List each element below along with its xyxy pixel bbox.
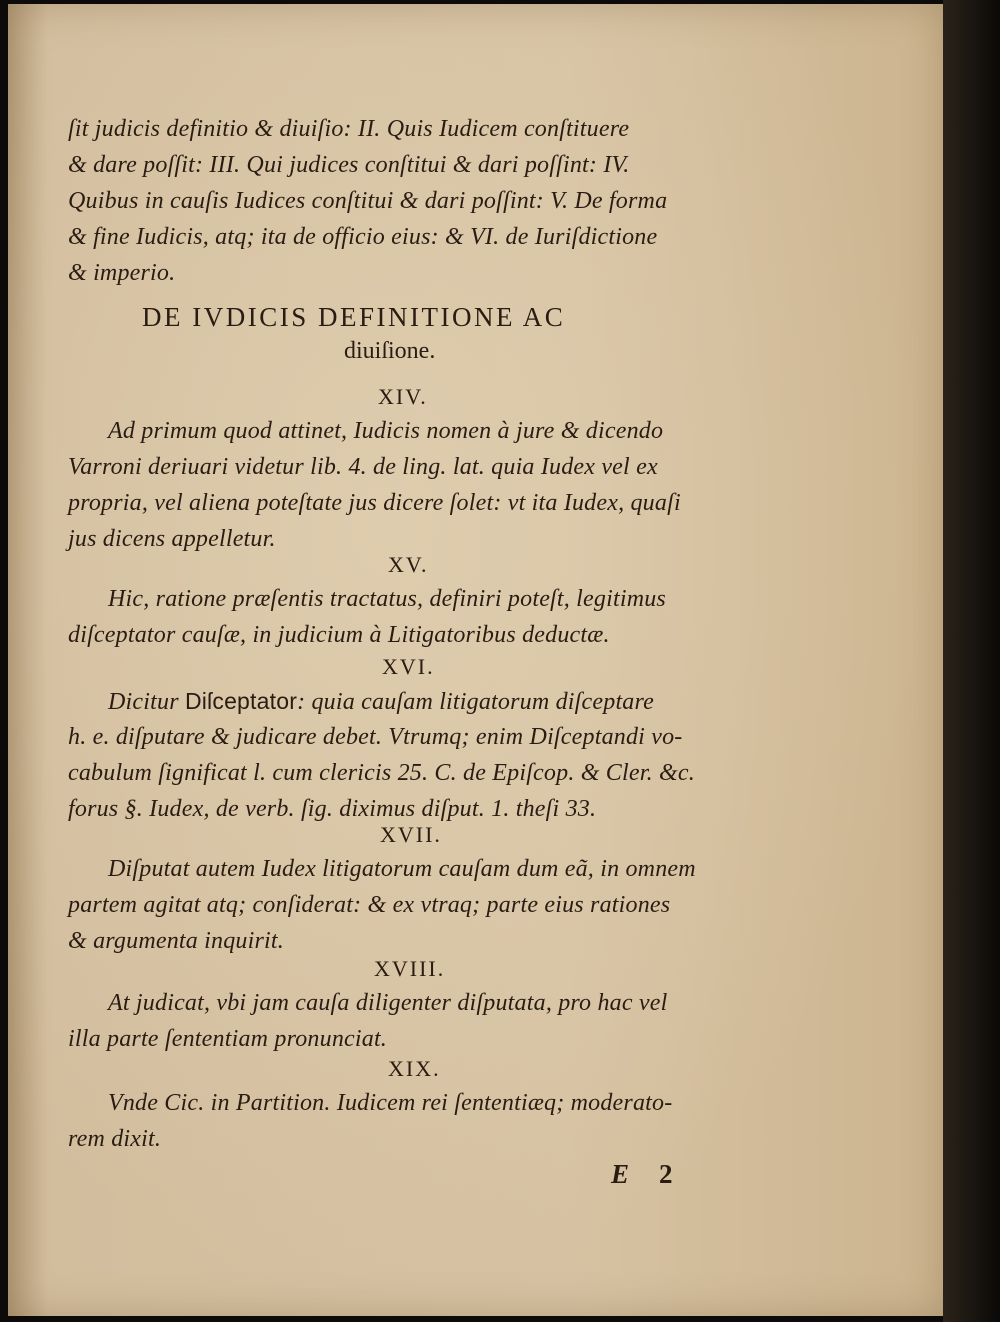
paragraph-line: propria, vel aliena poteſtate jus dicere ſolet: vt ita Iudex, quaſi [68,490,681,516]
paragraph-number: XIX. [388,1056,441,1081]
paragraph-word: : quia cauſam litigatorum diſceptare [297,689,655,715]
paragraph-number: XVII. [380,822,442,847]
section-subheading: diuiſione. [344,338,436,364]
folio-number: 2 [659,1159,673,1189]
paragraph-line: cabulum ſignificat l. cum clericis 25. C. de Epiſcop. & Cler. &c. [68,760,695,786]
paragraph-number: XVIII. [374,956,446,981]
paragraph-line [108,688,654,716]
binding-shadow [943,0,1000,1322]
paragraph-number: XVI. [382,654,435,679]
term-disceptator: Diſceptator [184,688,298,714]
paragraph-line: Hic, ratione præſentis tractatus, definiri poteſt, legitimus [108,586,666,612]
paragraph-line: Varroni deriuari videtur lib. 4. de ling. lat. quia Iudex vel ex [68,454,658,480]
paragraph-line: h. e. diſputare & judicare debet. Vtrumq; enim Diſceptandi vo- [68,724,683,750]
paragraph-number: XIV. [378,384,428,409]
paragraph-line: & argumenta inquirit. [68,928,284,954]
paragraph-line: partem agitat atq; conſiderat: & ex vtraq; parte eius rationes [68,892,671,918]
paragraph-line: diſceptator cauſæ, in judicium à Litigatoribus deductæ. [68,622,610,648]
paragraph-line: forus §. Iudex, de verb. ſig. diximus diſput. 1. theſi 33. [68,796,597,822]
paragraph-number: XV. [388,552,429,577]
intro-line: ſit judicis definitio & diuiſio: II. Quis Iudicem conſtituere [68,116,630,142]
signature-mark: E [611,1159,630,1189]
intro-line: & fine Iudicis, atq; ita de officio eius: & VI. de Iuriſdictione [68,224,658,250]
paragraph-line: At judicat, vbi jam cauſa diligenter diſputata, pro hac vel [108,990,668,1016]
intro-line: & imperio. [68,260,176,286]
paragraph-line: Vnde Cic. in Partition. Iudicem rei ſententiæq; moderato- [108,1090,673,1116]
book-page [8,4,943,1316]
paragraph-line: Ad primum quod attinet, Iudicis nomen à jure & dicendo [108,418,664,444]
section-heading: DE IVDICIS DEFINITIONE AC [142,302,566,332]
paragraph-line: jus dicens appelletur. [68,526,276,552]
paragraph-line: Diſputat autem Iudex litigatorum cauſam dum eã, in omnem [108,856,696,882]
intro-line: & dare poſſit: III. Qui judices conſtitui & dari poſſint: IV. [68,152,630,178]
intro-line: Quibus in cauſis Iudices conſtitui & dari poſſint: V. De forma [68,188,668,214]
paragraph-word: Dicitur [108,689,179,715]
paragraph-line: illa parte ſententiam pronunciat. [68,1026,388,1052]
paragraph-line: rem dixit. [68,1126,162,1152]
